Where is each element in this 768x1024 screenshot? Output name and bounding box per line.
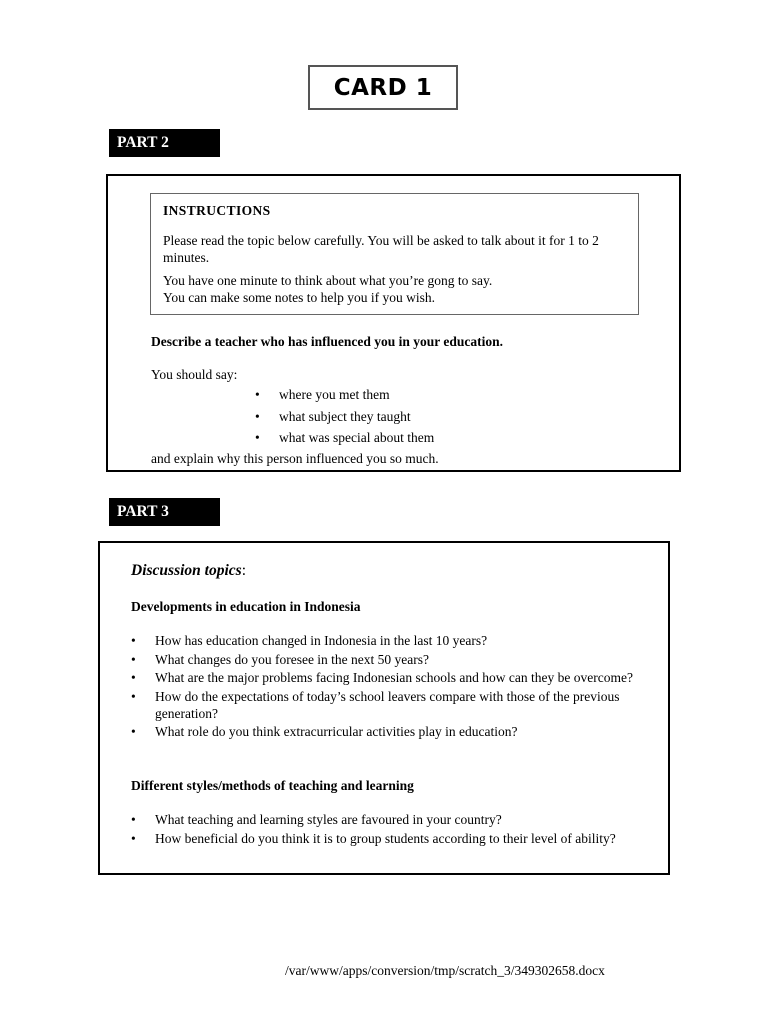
- list-item: • What are the major problems facing Indonesian schools and how can they be overcome?: [131, 670, 633, 685]
- section-2-heading: Different styles/methods of teaching and learning: [131, 778, 414, 793]
- list-item: • what was special about them: [255, 430, 435, 445]
- list-item: • where you met them: [255, 387, 390, 402]
- instructions-line-2: You have one minute to think about what you’re gong to say.: [163, 273, 493, 288]
- bullet-icon: •: [255, 430, 260, 445]
- part-2-label: PART 2: [109, 129, 220, 157]
- instructions-line-1: Please read the topic below carefully. You will be asked to talk about it for 1 to 2 minutes.: [163, 233, 599, 265]
- section-1-heading: Developments in education in Indonesia: [131, 599, 361, 614]
- topic-prompt: Describe a teacher who has influenced you in your education.: [151, 334, 504, 349]
- instructions-box: [150, 193, 639, 315]
- list-item: • what subject they taught: [255, 408, 411, 424]
- part-3-label: PART 3: [109, 498, 220, 526]
- bullet-icon: •: [131, 633, 136, 648]
- card-title: CARD 1: [308, 65, 458, 110]
- bullet-icon: •: [131, 688, 136, 704]
- discussion-topics-heading: Discussion topics:: [131, 562, 246, 579]
- bullet-icon: •: [255, 408, 260, 424]
- should-say-label: You should say:: [151, 367, 238, 382]
- list-item: • What role do you think extracurricular activities play in education?: [131, 724, 518, 739]
- instructions-line-3: You can make some notes to help you if you wish.: [163, 290, 435, 305]
- section-1-list: [131, 632, 641, 742]
- should-say-list: [255, 386, 434, 451]
- bullet-icon: •: [131, 724, 136, 739]
- bullet-icon: •: [131, 670, 136, 685]
- bullet-icon: •: [131, 812, 136, 827]
- bullet-icon: •: [131, 830, 136, 846]
- list-item: • What teaching and learning styles are favoured in your country?: [131, 812, 502, 827]
- list-item: • How beneficial do you think it is to group students according to their level of ability?: [131, 830, 616, 846]
- closing-line: and explain why this person influenced you so much.: [151, 451, 439, 466]
- section-2-list: [131, 811, 641, 848]
- bullet-icon: •: [131, 651, 136, 667]
- list-item: • How do the expectations of today’s school leavers compare with those of the previous generation?: [131, 688, 620, 721]
- instructions-heading: INSTRUCTIONS: [163, 203, 271, 218]
- footer-file-path: /var/www/apps/conversion/tmp/scratch_3/349302658.docx: [285, 963, 605, 978]
- bullet-icon: •: [255, 387, 260, 402]
- list-item: • How has education changed in Indonesia in the last 10 years?: [131, 633, 488, 648]
- list-item: • What changes do you foresee in the next 50 years?: [131, 651, 430, 667]
